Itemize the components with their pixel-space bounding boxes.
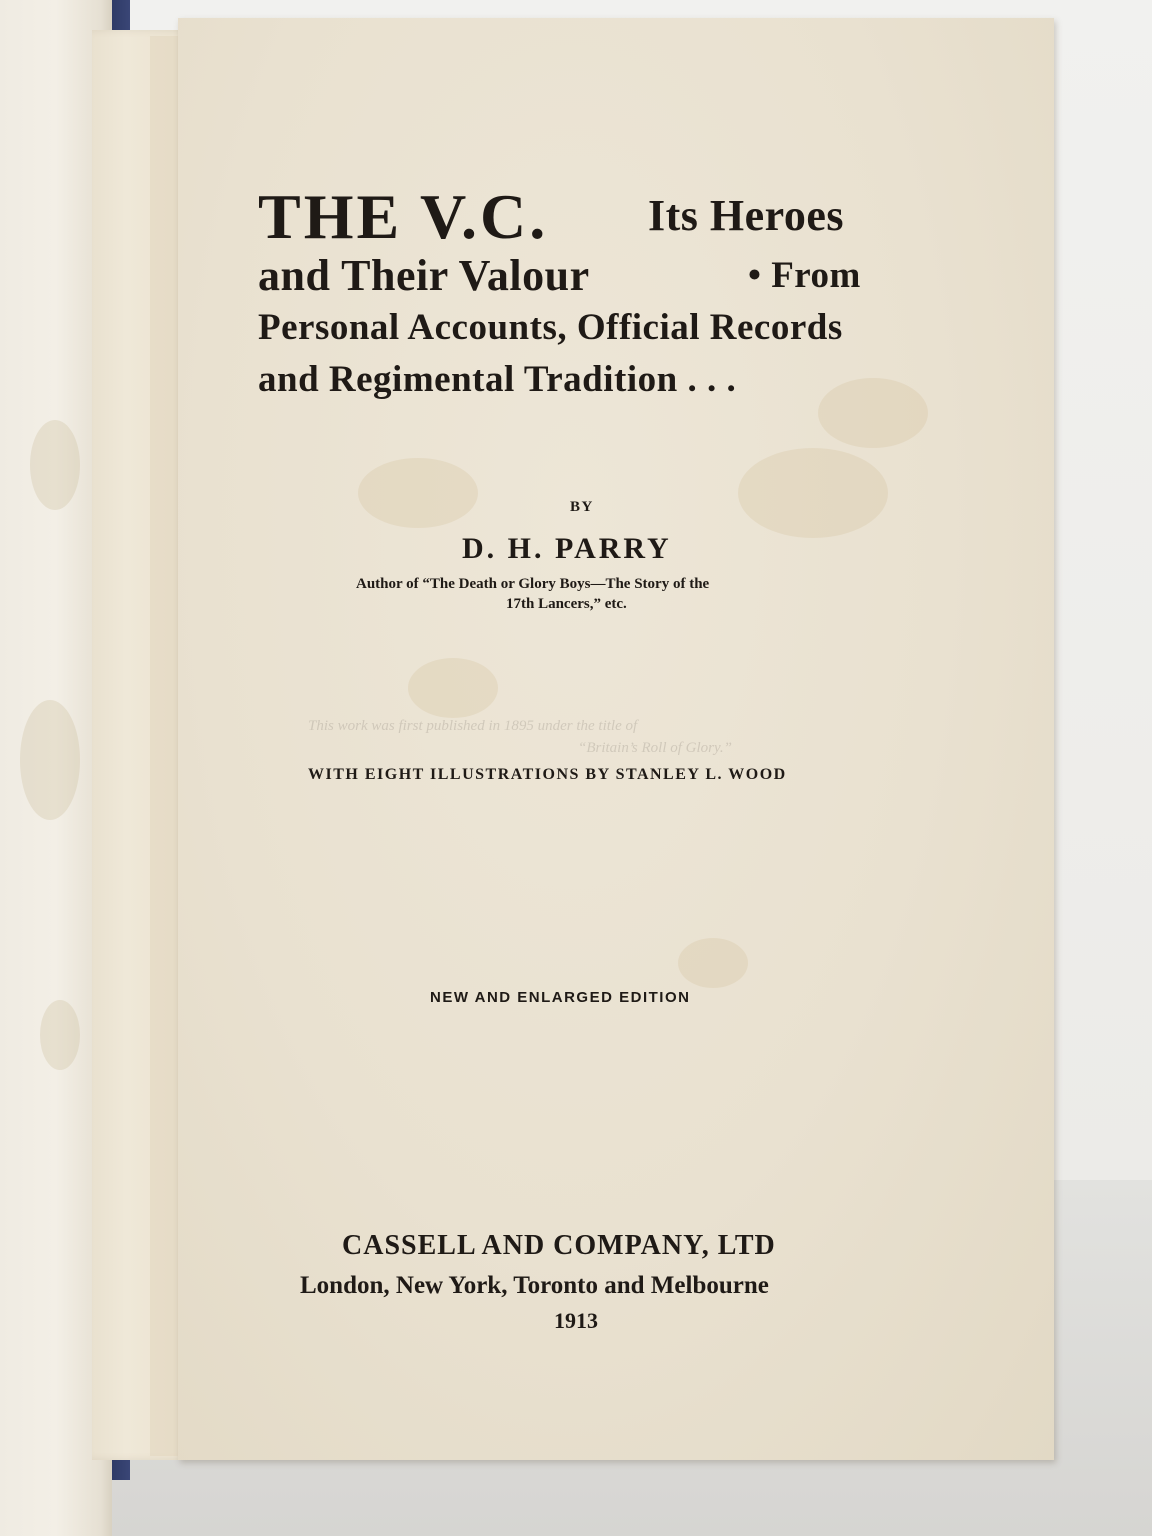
title-page (178, 18, 1054, 1460)
show-through-line-1: This work was first published in 1895 under the title of (308, 718, 638, 734)
title-line-valour: and Their Valour (258, 251, 590, 300)
publisher-name: CASSELL AND COMPANY, LTD (342, 1230, 776, 1261)
author-name: D. H. PARRY (462, 532, 672, 565)
edition-note: NEW AND ENLARGED EDITION (430, 989, 691, 1006)
show-through-line-2: “Britain’s Roll of Glory.” (578, 740, 732, 756)
title-line-from: • From (748, 255, 861, 296)
author-note-line-1: Author of “The Death or Glory Boys—The Story of the (356, 576, 710, 592)
title-line-accounts: Personal Accounts, Official Records (258, 307, 843, 348)
publisher-places: London, New York, Toronto and Melbourne (300, 1272, 769, 1299)
author-note-line-2: 17th Lancers,” etc. (506, 596, 627, 612)
title-subtitle-heroes: Its Heroes (648, 191, 845, 240)
title-main: THE V.C. (258, 181, 549, 252)
publication-year: 1913 (554, 1308, 598, 1333)
title-line-tradition: and Regimental Tradition . . . (258, 359, 737, 400)
by-label: BY (570, 499, 594, 515)
illustrations-credit: WITH EIGHT ILLUSTRATIONS BY STANLEY L. WOOD (308, 766, 787, 783)
